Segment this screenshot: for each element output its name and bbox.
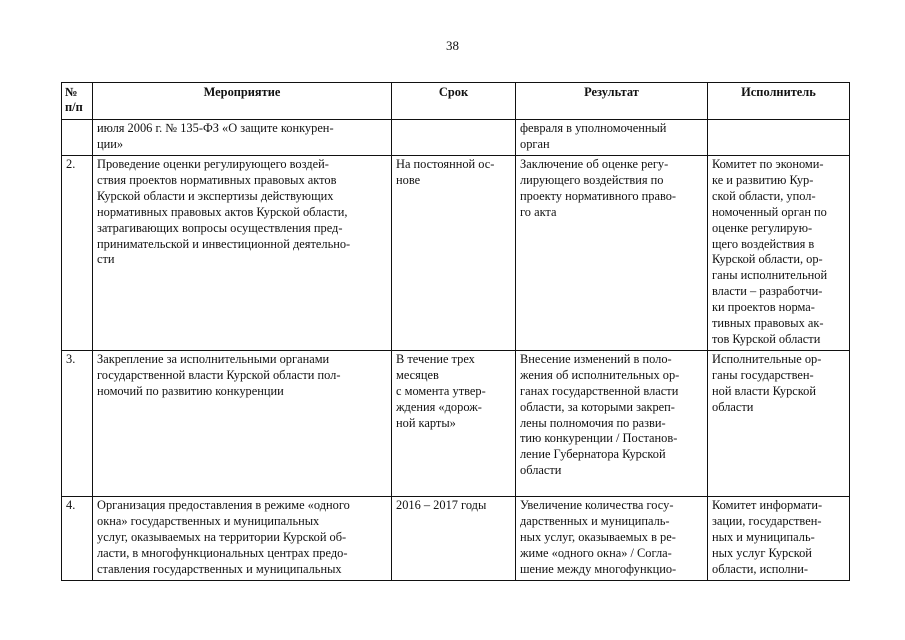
cell-result: [516, 350, 708, 496]
cell-executor: [708, 350, 850, 496]
cell-activity: [93, 350, 392, 496]
cell-line: Проведение оценки регулирующего воздей-: [97, 157, 329, 171]
cell-line: услуг, оказываемых на территории Курской об-: [97, 529, 347, 544]
cell-line: оценке регулирую-: [712, 220, 813, 235]
cell-line: области: [712, 399, 754, 414]
cell-line: зации, государствен-: [712, 513, 822, 528]
cell-line: Курской области, ор-: [712, 252, 823, 267]
header-executor: Исполнитель: [708, 83, 850, 120]
cell-line: ной карты»: [396, 415, 456, 430]
cell-num: 3.: [62, 350, 93, 496]
header-result: Результат: [516, 83, 708, 120]
cell-line: ки проектов норма-: [712, 300, 815, 315]
cell-line: лирующего воздействия по: [520, 172, 664, 187]
cell-line: Комитет по экономи-: [712, 157, 824, 171]
cell-line: дарственных и муниципаль-: [520, 513, 670, 528]
cell-executor: [708, 496, 850, 580]
cell-line: номочий по развитию конкуренции: [97, 383, 284, 398]
cell-line: ганах государственной власти: [520, 383, 679, 398]
cell-line: области, исполни-: [712, 561, 808, 576]
cell-line: области, за которыми закреп-: [520, 399, 675, 414]
cell-line: с момента утвер-: [396, 383, 486, 398]
cell-line: ке и развитию Кур-: [712, 172, 814, 187]
cell-line: Заключение об оценке регу-: [520, 157, 669, 171]
cell-line: лены полномочия по разви-: [520, 415, 666, 430]
cell-line: го акта: [520, 204, 557, 219]
cell-line: орган: [520, 136, 550, 151]
cell-line: жиме «одного окна» / Согла-: [520, 545, 672, 560]
cell-line: тов Курской области: [712, 331, 821, 346]
table-header-row: [62, 83, 850, 120]
cell-line: нормативных правовых актов Курской области,: [97, 204, 348, 219]
cell-line: окна» государственных и муниципальных: [97, 513, 320, 528]
cell-line: 2016 – 2017 годы: [396, 497, 487, 512]
cell-line: ганы государствен-: [712, 367, 814, 382]
cell-line: номоченный орган по: [712, 204, 827, 219]
cell-line: ставления государственных и муниципальных: [97, 561, 342, 576]
cell-deadline: [392, 496, 516, 580]
cell-line: В течение трех: [396, 351, 475, 366]
cell-line: ной власти Курской: [712, 383, 817, 398]
header-activity: Мероприятие: [93, 83, 392, 120]
cell-line: Закрепление за исполнительными органами: [97, 351, 330, 366]
cell-line: ных услуг Курской: [712, 545, 812, 560]
cell-line: ской области, упол-: [712, 188, 816, 203]
cell-line: шение между многофункцио-: [520, 561, 677, 576]
cell-executor: [708, 120, 850, 156]
table-row: [62, 350, 850, 496]
cell-line: Курской области и экспертизы действующих: [97, 188, 334, 203]
table-row: [62, 120, 850, 156]
cell-line: затрагивающих вопросы осуществления пред-: [97, 220, 343, 235]
cell-line: проекту нормативного право-: [520, 188, 677, 203]
roadmap-table: [61, 82, 850, 581]
cell-result: [516, 156, 708, 351]
cell-activity: [93, 120, 392, 156]
header-num-line2: п/п: [65, 99, 83, 114]
cell-line: области: [520, 463, 562, 478]
cell-result: [516, 496, 708, 580]
cell-line: сти: [97, 252, 115, 267]
table-row: [62, 496, 850, 580]
cell-result: [516, 120, 708, 156]
header-num-line1: №: [65, 85, 78, 99]
cell-line: принимательской и инвестиционной деятельно-: [97, 236, 351, 251]
cell-activity: [93, 156, 392, 351]
cell-line: ных и муниципаль-: [712, 529, 815, 544]
cell-line: власти – разработчи-: [712, 284, 823, 299]
cell-line: щего воздействия в: [712, 236, 815, 251]
cell-line: На постоянной ос-: [396, 157, 495, 171]
cell-line: февраля в уполномоченный: [520, 121, 667, 135]
cell-line: ции»: [97, 136, 124, 151]
cell-num: 2.: [62, 156, 93, 351]
page-number: 38: [446, 38, 459, 53]
cell-line: Исполнительные ор-: [712, 351, 822, 366]
cell-line: ждения «дорож-: [396, 399, 482, 414]
cell-line: ласти, в многофункциональных центрах предо-: [97, 545, 348, 560]
cell-line: июля 2006 г. № 135-ФЗ «О защите конкурен-: [97, 121, 334, 135]
cell-line: месяцев: [396, 367, 439, 382]
cell-line: ствия проектов нормативных правовых актов: [97, 172, 337, 187]
cell-executor: [708, 156, 850, 351]
cell-line: ление Губернатора Курской: [520, 447, 666, 462]
cell-deadline: [392, 120, 516, 156]
cell-line: жения об исполнительных ор-: [520, 367, 680, 382]
cell-activity: [93, 496, 392, 580]
cell-line: тию конкуренции / Постанов-: [520, 431, 678, 446]
cell-deadline: [392, 350, 516, 496]
cell-num: 4.: [62, 496, 93, 580]
cell-deadline: [392, 156, 516, 351]
table-row: [62, 156, 850, 351]
cell-line: ных услуг, оказываемых в ре-: [520, 529, 676, 544]
cell-num: [62, 120, 93, 156]
header-num: [62, 83, 93, 120]
cell-line: Внесение изменений в поло-: [520, 351, 672, 366]
cell-line: государственной власти Курской области пол-: [97, 367, 341, 382]
header-deadline: Срок: [392, 83, 516, 120]
cell-line: тивных правовых ак-: [712, 316, 824, 331]
cell-line: Организация предоставления в режиме «одного: [97, 497, 350, 512]
cell-line: ганы исполнительной: [712, 268, 828, 283]
cell-line: Увеличение количества госу-: [520, 497, 674, 512]
cell-line: Комитет информати-: [712, 497, 823, 512]
cell-line: нове: [396, 172, 421, 187]
